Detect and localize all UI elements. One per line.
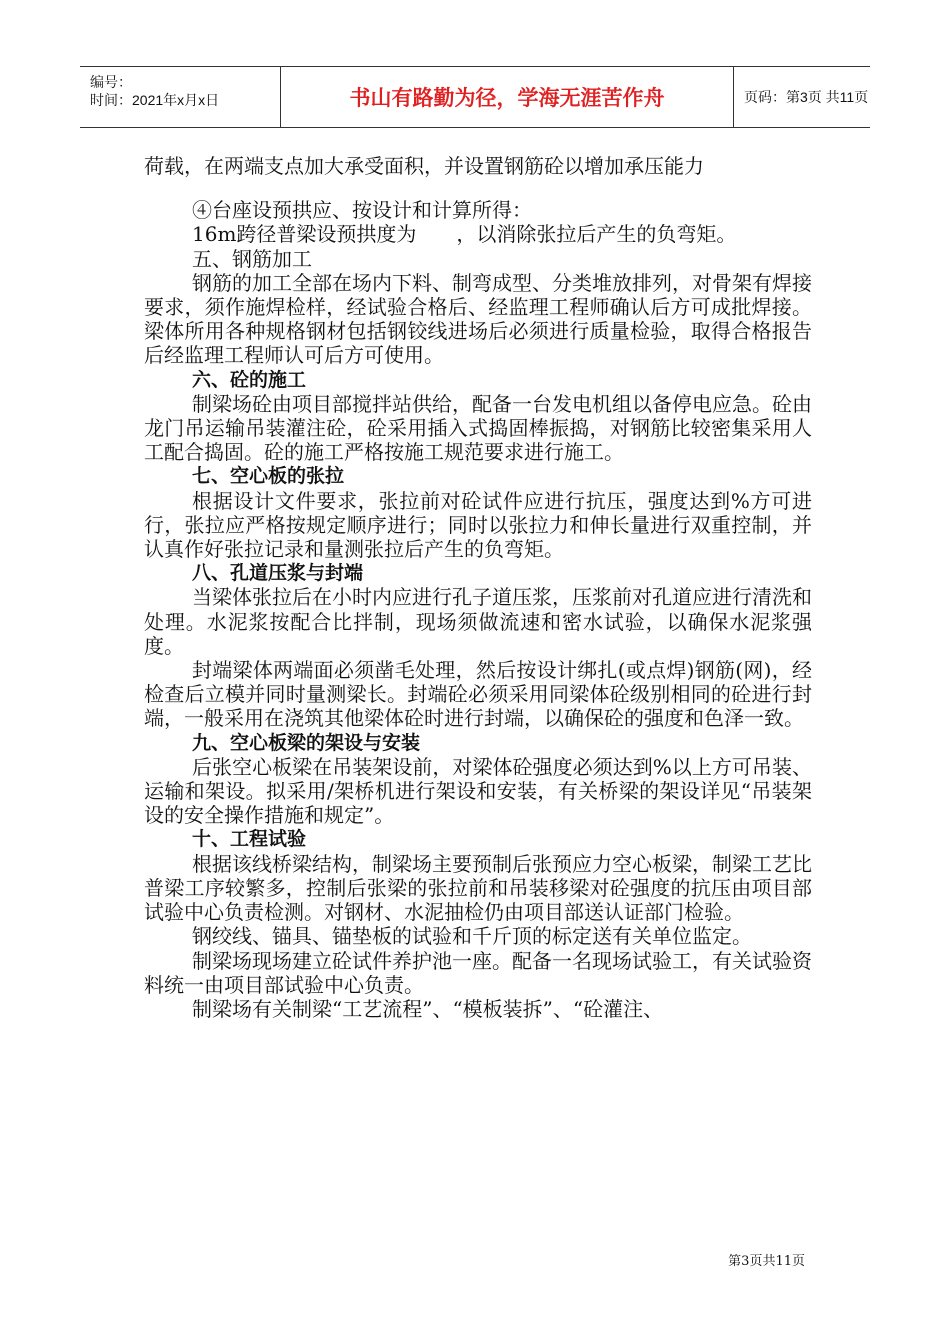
section-heading: 十、工程试验	[192, 828, 307, 851]
header-page-number: 页码：第3页 共11页	[744, 89, 869, 105]
paragraph: 钢绞线、锚具、锚垫板的试验和千斤顶的标定送有关单位监定。	[192, 924, 752, 949]
paragraph: 钢筋的加工全部在场内下料、制弯成型、分类堆放排列，对骨架有焊接要求，须作施焊检样，经试验合格后、经监理工程师确认后方可成批焊接。梁体所用各种规格钢材包括钢铰线进场后必须进行质量检验，取得合格报告后经监理工程师认可后方可使用。	[144, 270, 812, 368]
section-heading: 八、孔道压浆与封端	[192, 562, 364, 585]
paragraph: 荷载，在两端支点加大承受面积，并设置钢筋砼以增加承压能力	[144, 154, 704, 178]
section-heading: 六、砼的施工	[192, 368, 307, 391]
paragraph: 当梁体张拉后在小时内应进行孔子道压浆，压浆前对孔道应进行清洗和处理。水泥浆按配合比拌制，现场须做流速和密水试验，以确保水泥浆强度。	[144, 585, 812, 658]
paragraph: 封端梁体两端面必须凿毛处理，然后按设计绑扎(或点焊)钢筋(网)，经检查后立模并同时量测梁长。封端砼必须采用同梁体砼级别相同的砼进行封端，一般采用在浇筑其他梁体砼时进行封端，以确保砼的强度和色泽一致。	[144, 658, 812, 731]
doc-number-label: 编号：	[90, 74, 132, 90]
document-body	[144, 154, 812, 1021]
footer-page-number: 第3页共11页	[728, 1254, 805, 1269]
paragraph: 根据该线桥梁结构，制梁场主要预制后张预应力空心板梁，制梁工艺比普梁工序较繁多，控制后张梁的张拉前和吊装移梁对砼强度的抗压由项目部试验中心负责检测。对钢材、水泥抽检仍由项目部送认证部门检验。	[144, 851, 812, 925]
section-heading: 七、空心板的张拉	[192, 465, 345, 488]
header-meta	[80, 67, 280, 127]
paragraph: 16m跨径普梁设预拱度为 ，以消除张拉后产生的负弯矩。	[192, 222, 737, 247]
section-title: 五、钢筋加工	[192, 246, 312, 271]
paragraph: 后张空心板梁在吊装架设前，对梁体砼强度必须达到%以上方可吊装、运输和架设。拟采用/架桥机进行架设和安装，有关桥梁的架设详见“吊装架设的安全操作措施和规定”。	[144, 754, 812, 828]
paragraph: ④台座设预拱应、按设计和计算所得：	[192, 198, 532, 223]
header-motto: 书山有路勤为径，学海无涯苦作舟	[280, 67, 734, 127]
paragraph: 根据设计文件要求，张拉前对砼试件应进行抗压，强度达到%方可进行，张拉应严格按规定顺序进行；同时以张拉力和伸长量进行双重控制，并认真作好张拉记录和量测张拉后产生的负弯矩。	[144, 488, 812, 562]
paragraph: 制梁场有关制梁“工艺流程”、“模板装拆”、“砼灌注、	[192, 996, 664, 1021]
paragraph: 制梁场砼由项目部搅拌站供给，配备一台发电机组以备停电应急。砼由龙门吊运输吊装灌注砼，砼采用插入式捣固棒振捣，对钢筋比较密集采用人工配合捣固。砼的施工严格按施工规范要求进行施工。	[144, 391, 812, 465]
page-header	[80, 66, 870, 128]
section-heading: 九、空心板梁的架设与安装	[192, 731, 421, 754]
date-label: 时间：2021年x月x日	[90, 92, 220, 108]
paragraph: 制梁场现场建立砼试件养护池一座。配备一名现场试验工，有关试验资料统一由项目部试验中心负责。	[144, 948, 812, 997]
